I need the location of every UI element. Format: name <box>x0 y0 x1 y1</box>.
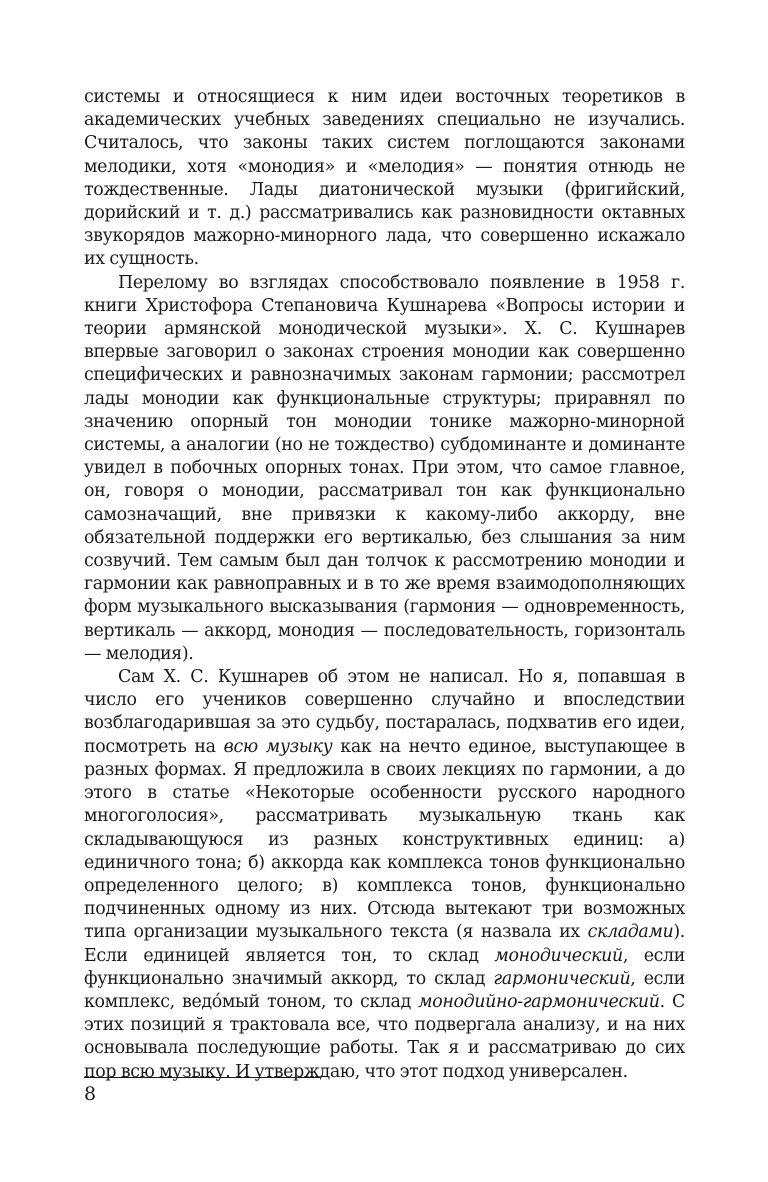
footnote-divider <box>84 1077 320 1078</box>
paragraph-3-text: . С этих позиций я трактовала все, что подвергала анализу, и на них основывала последующие работы. Так я и рассматриваю до сих пор всю музыку. И утверждаю, что этот подход универсален. <box>84 991 685 1082</box>
page-number: 8 <box>84 1083 97 1105</box>
paragraph-3-text: ). Если единицей является тон, то склад <box>84 922 685 966</box>
paragraph-2-text: Перелому во взглядах способствовало появление в 1958 г. книги Христофора Степановича Кушнарева «Вопросы истории и теории армянской монодической музыки». Х. С. Кушнарев впервые заговорил о законах строения монодии как совершенно специфических и равнозначимых законам гармонии; рассмотрел лады монодии как функциональные структуры; приравнял по значению опорный тон монодии тонике мажорно-минорной системы, а аналогии (но не тождество) субдоминанте и доминанте увидел в побочных опорных тонах. При этом, что самое главное, он, говоря о монодии, рассматривал тон как функционально самозначащий, вне привязки к какому-либо аккорду, вне обязательной поддержки его вертикалью, без слышания за ним созвучий. Тем самым был дан толчок к рассмотрению монодии и гармонии как равноправных и в то же время взаимодополняющих форм музыкального высказывания (гармония — одновременность, вертикаль — аккорд, монодия — последовательность, горизонталь — мелодия). <box>84 272 685 664</box>
paragraph-1-text: системы и относящиеся к ним идеи восточных теоретиков в академических учебных заведениях специально не изучались. Считалось, что законы таких систем поглощаются законами мелодики, хотя «монодия» и «мелодия» — понятия отнюдь не тождественные. Лады диатонической музыки (фригийский, дорийский и т. д.) рассматривались как разновидности октавных звукорядов мажорно-минорного лада, что совершенно искажало их сущность. <box>84 87 685 270</box>
emphasis-vsyu-muzyku: всю музыку <box>223 736 333 757</box>
paragraph-3-text: как на нечто единое, выступающее в разных формах. Я предложила в своих лекциях по гармонии, а до этого в статье «Некоторые особенности русского народного многоголосия», рассматривать музыкальную ткань как складывающуюся из разных конструктивных единиц: а) единичного тона; б) аккорда как комплекса тонов функционально определенного целого; в) комплекса тонов, функционально подчиненных одному из них. Отсюда вытекают три возможных типа организации музыкального текста (я назвала их <box>84 736 685 943</box>
paragraph-3-text: , если комплекс, ведо́мый тоном, то склад <box>84 968 685 1012</box>
emphasis-garmonicheskiy: гармонический <box>493 968 631 989</box>
page-body <box>84 86 685 1084</box>
paragraph-2 <box>84 272 685 666</box>
emphasis-monodiyno-garmonicheskiy: монодийно-гармонический <box>418 991 660 1012</box>
emphasis-skladami: складами <box>587 922 674 943</box>
emphasis-monodicheskiy: монодический <box>494 945 623 966</box>
paragraph-1 <box>84 86 685 272</box>
paragraph-3-text: , если функционально значимый аккорд, то склад <box>84 945 685 989</box>
paragraph-3 <box>84 666 685 1084</box>
paragraph-3-text: Сам Х. С. Кушнарев об этом не написал. Но я, попавшая в число его учеников совершенно случайно и впоследствии возблагодарившая за это судьбу, постаралась, подхватив его идеи, посмотреть на <box>84 667 685 757</box>
